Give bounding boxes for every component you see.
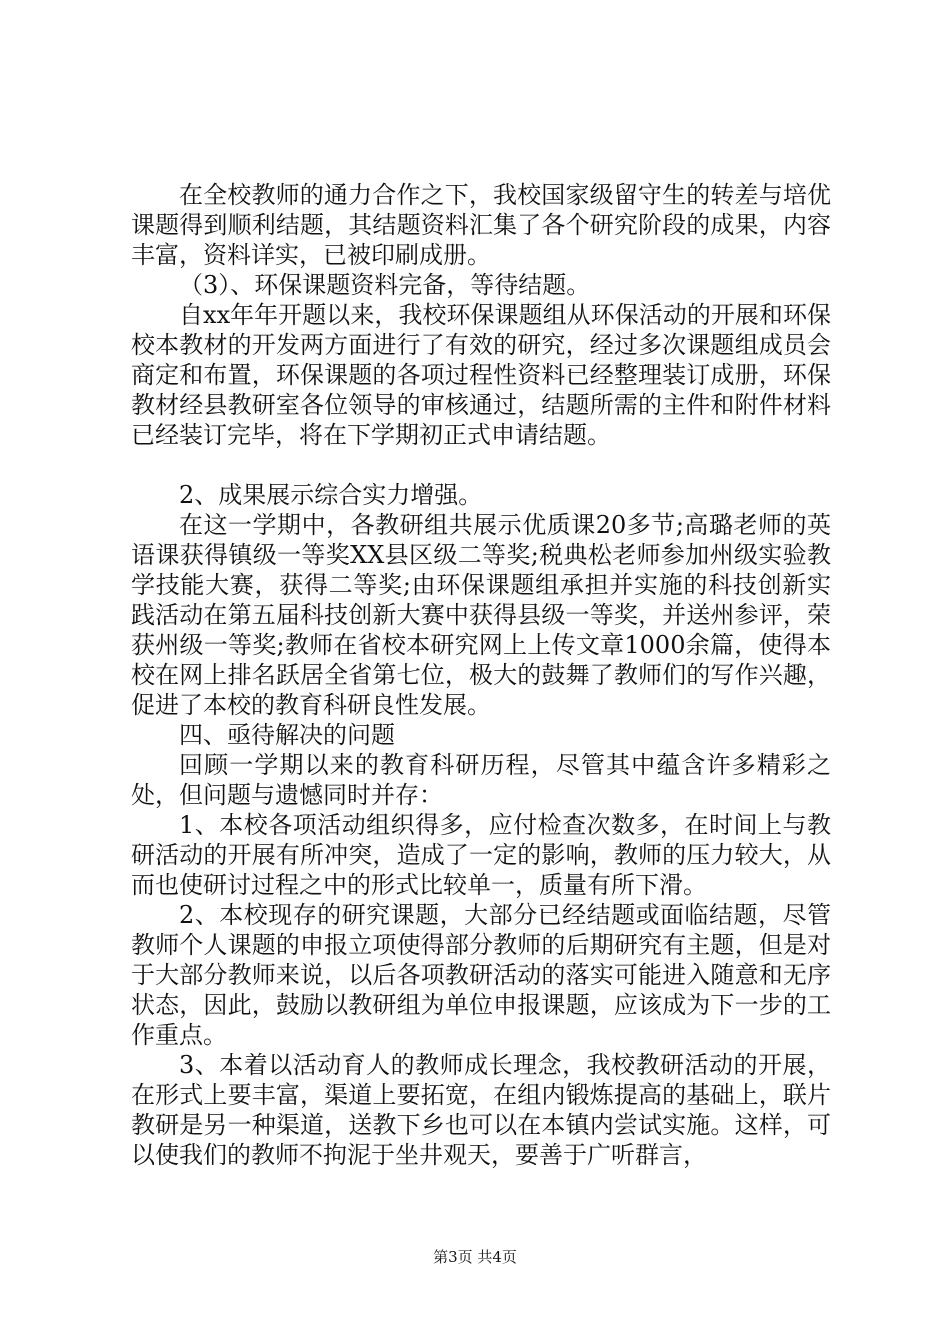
paragraph-review: 回顾一学期以来的教育科研历程，尽管其中蕴含许多精彩之处，但问题与遗憾同时并存： xyxy=(131,751,831,809)
paragraph-results-heading: 2、成果展示综合实力增强。 xyxy=(179,481,483,509)
paragraph-gap xyxy=(131,450,831,480)
section-heading-problems: 四、亟待解决的问题 xyxy=(179,721,395,749)
paragraph-results-detail: 在这一学期中，各教研组共展示优质课20多节;高璐老师的英语课获得镇级一等奖XX县区级二等奖;税典松老师参加州级实验教学技能大赛，获得二等奖;由环保课题组承担并实施的科技创新实践活动在第五届科技创新大赛中获得县级一等奖，并送州参评，荣获州级一等奖;教师在省校本研究网上上传文章1000余篇，使得本校在网上排名跃居全省第七位，极大的鼓舞了教师们的写作兴趣，促进了本校的教育科研良性发展。 xyxy=(131,511,831,719)
paragraph-problem-1: 1、本校各项活动组织得多，应付检查次数多，在时间上与教研活动的开展有所冲突，造成了一定的影响，教师的压力较大，从而也使研讨过程之中的形式比较单一，质量有所下滑。 xyxy=(131,811,831,899)
paragraph-env-research: 自xx年年开题以来，我校环保课题组从环保活动的开展和环保校本教材的开发两方面进行了有效的研究，经过多次课题组成员会商定和布置，环保课题的各项过程性资料已经整理装订成册，环保教材经县教研室各位领导的审核通过，结题所需的主件和附件材料已经装订完毕，将在下学期初正式申请结题。 xyxy=(131,301,831,449)
paragraph-env-heading: （3）、环保课题资料完备，等待结题。 xyxy=(179,271,591,299)
page-footer: 第3页 共4页 xyxy=(433,1248,517,1266)
paragraph-topic-conclusion: 在全校教师的通力合作之下，我校国家级留守生的转差与培优课题得到顺利结题，其结题资料汇集了各个研究阶段的成果，内容丰富，资料详实，已被印刷成册。 xyxy=(131,181,831,269)
paragraph-problem-3: 3、本着以活动育人的教师成长理念，我校教研活动的开展，在形式上要丰富，渠道上要拓宽，在组内锻炼提高的基础上，联片教研是另一种渠道，送教下乡也可以在本镇内尝试实施。这样，可以使我们的教师不拘泥于坐井观天，要善于广听群言， xyxy=(131,1051,831,1169)
document-body xyxy=(131,180,831,1170)
paragraph-problem-2: 2、本校现存的研究课题，大部分已经结题或面临结题，尽管教师个人课题的申报立项使得部分教师的后期研究有主题，但是对于大部分教师来说，以后各项教研活动的落实可能进入随意和无序状态，因此，鼓励以教研组为单位申报课题，应该成为下一步的工作重点。 xyxy=(131,901,831,1049)
